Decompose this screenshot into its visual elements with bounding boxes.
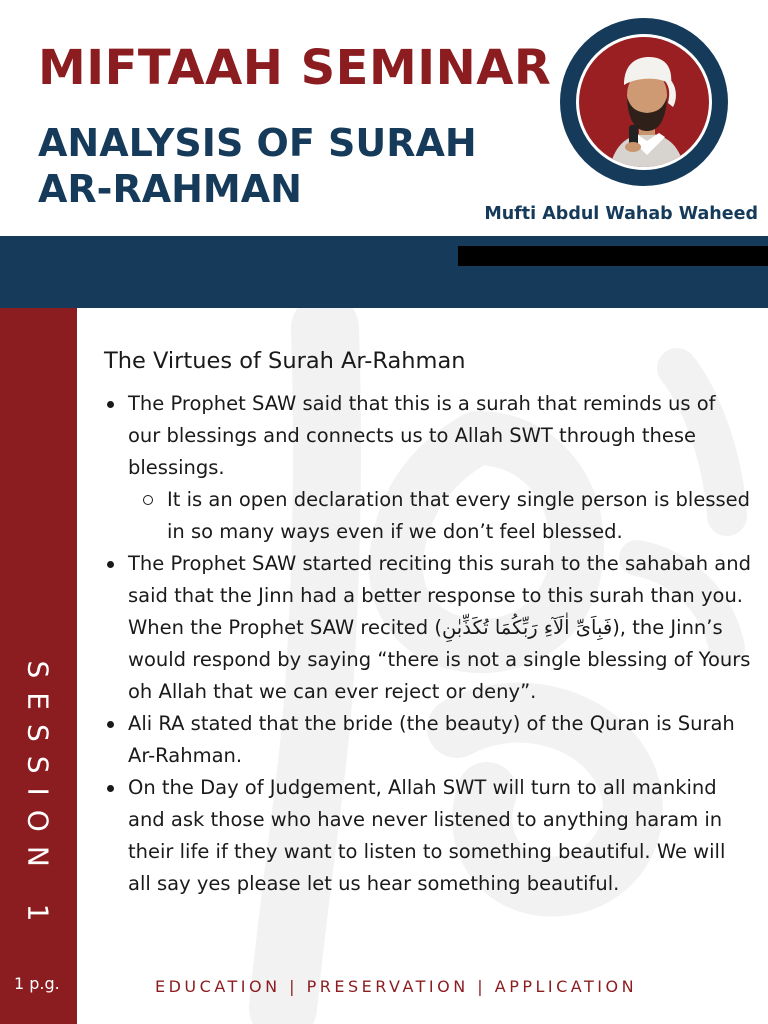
list-item <box>104 708 754 772</box>
arabic-verse: فَبِاَىِّ اٰلَآءِ رَبِّكُمَا تُكَذِّبٰنِ <box>441 616 613 639</box>
session-sidebar <box>0 308 77 1024</box>
session-label: SESSION 1 <box>21 660 55 936</box>
bullet-text-after: ), the Jinn’s would respond by saying “there is not a single blessing of Yours oh Allah that we can ever reject or deny”. <box>128 616 751 703</box>
list-item <box>104 388 754 548</box>
sub-list <box>128 484 754 548</box>
seminar-title: MIFTAAH SEMINAR <box>38 40 552 96</box>
speaker-portrait-icon <box>576 34 712 170</box>
bullet-text: The Prophet SAW said that this is a surah that reminds us of our blessings and connects us to Allah SWT through these blessings. <box>128 392 716 479</box>
subtitle-line-2: AR-RAHMAN <box>38 167 302 211</box>
sub-list-item <box>128 484 754 548</box>
virtues-list <box>104 388 754 900</box>
bullet-text: On the Day of Judgement, Allah SWT will turn to all mankind and ask those who have never listened to anything haram in their life if they want to listen to something beautiful. We will all say yes please let us hear something beautiful. <box>128 776 726 895</box>
page-number: 1 p.g. <box>14 974 60 993</box>
seminar-subtitle <box>38 120 498 212</box>
speaker-name: Mufti Abdul Wahab Waheed <box>484 204 758 224</box>
list-item <box>104 548 754 708</box>
sub-bullet-text: It is an open declaration that every single person is blessed in so many ways even if we don’t feel blessed. <box>167 488 751 543</box>
bullet-text-before: The Prophet SAW started reciting this surah to the sahabah and said that the Jinn had a better response to this surah than you. When the Prophet SAW recited ( <box>128 552 751 639</box>
speaker-avatar <box>560 18 728 186</box>
section-heading: The Virtues of Surah Ar-Rahman <box>104 348 466 374</box>
decorative-bar <box>458 246 768 266</box>
subtitle-line-1: ANALYSIS OF SURAH <box>38 121 477 165</box>
bullet-text: Ali RA stated that the bride (the beauty) of the Quran is Surah Ar-Rahman. <box>128 712 735 767</box>
main-content <box>104 345 754 900</box>
list-item <box>104 772 754 900</box>
footer-tagline: EDUCATION | PRESERVATION | APPLICATION <box>155 977 638 996</box>
header <box>0 0 768 236</box>
